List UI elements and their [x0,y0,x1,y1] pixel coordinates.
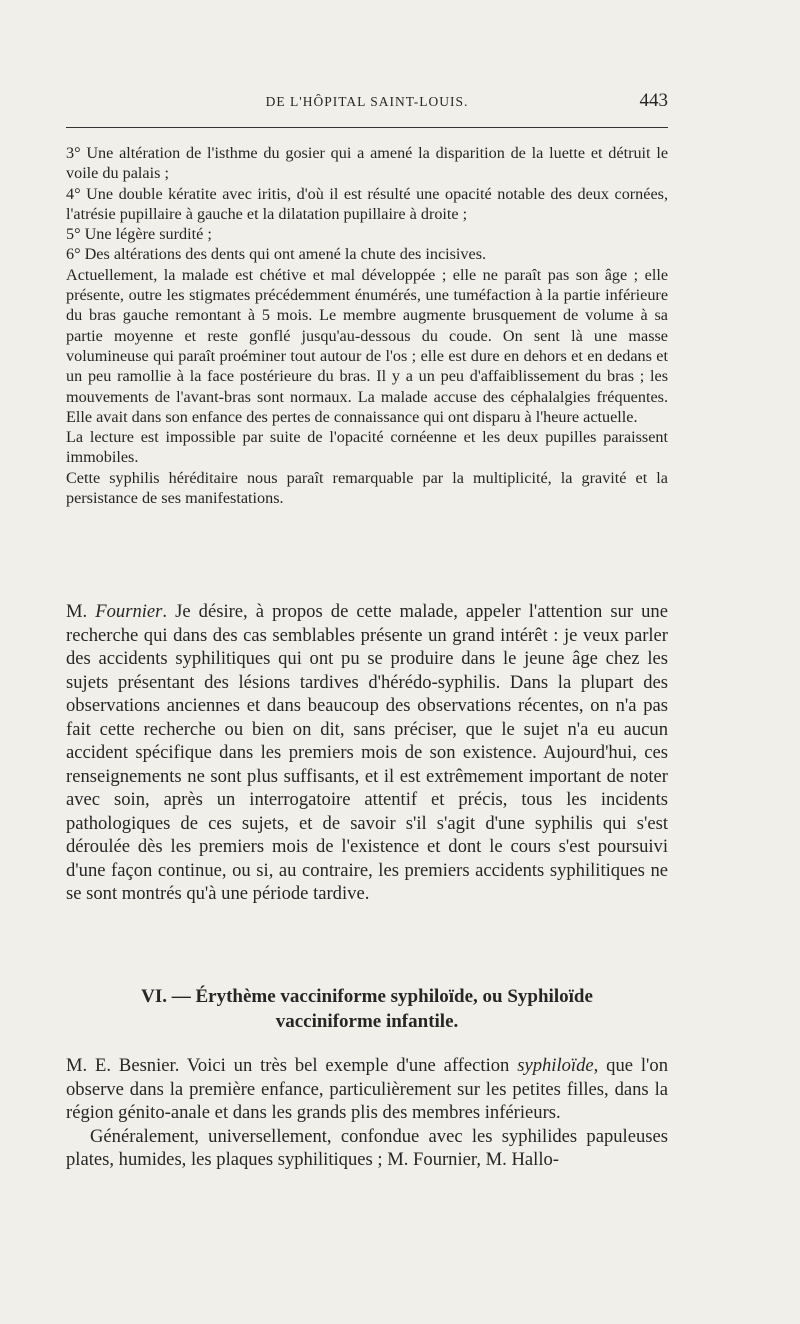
case-item-5: 5° Une légère surdité ; [66,225,212,244]
case-observation [66,143,668,508]
besnier-text-before: Voici un très bel exemple d'une affection [179,1055,518,1076]
section-heading-line1: VI. — Érythème vacciniforme syphiloïde, ou Syphiloïde [141,986,593,1007]
running-title: DE L'HÔPITAL SAINT-LOUIS. [265,94,469,109]
fournier-speaker-end: . [162,601,168,622]
fournier-remark [66,600,668,906]
fournier-speaker-name: Fournier [95,601,163,622]
page-number: 443 [639,90,668,111]
fournier-speaker-prefix: M. [66,601,96,622]
besnier-text-after: , que l'on observe dans la première enfance, particulièrement sur les petites filles, dans la région génito-anale et dans les grands plis des membres inférieurs. [66,1055,668,1123]
case-item-3: 3° Une altération de l'isthme du gosier qui a amené la disparition de la luette et détruit le voile du palais ; [66,144,668,183]
case-current-state: Actuellement, la malade est chétive et mal développée ; elle ne paraît pas son âge ; elle présente, outre les stigmates précédemment énumérés, une tuméfaction à la partie inférieure du bras gauche remontant à 5 mois. Le membre augmente brusquement de volume à sa partie moyenne et reste gonflé jusqu'au-dessous du coude. On sent là une masse volumineuse qui paraît proéminer tout autour de l'os ; elle est dure en dehors et en dedans et un peu ramollie à la face postérieure du bras. Il y a un peu d'affaiblissement du bras ; les mouvements de l'avant-bras sont normaux. La malade accuse des céphalalgies fréquentes. Elle avait dans son enfance des pertes de connaissance qui ont disparu à l'heure actuelle. [66,265,668,426]
fournier-text: Je désire, à propos de cette malade, appeler l'attention sur une recherche qui dans des cas semblables présente un grand intérêt : je veux parler des accidents syphilitiques qui ont pu se produire dans le jeune âge chez les sujets présentant des lésions tardives d'hérédo-syphilis. Dans la plupart des observations anciennes et dans beaucoup des observations récentes, on n'a pas fait cette recherche ou bien on dit, sans préciser, que le sujet n'a eu aucun accident spécifique dans les premiers mois de son existence. Aujourd'hui, ces renseignements ne sont plus suffisants, et il est extrêmement important de noter avec soin, après un interrogatoire attentif et précis, tous les incidents pathologiques de ces sujets, et de savoir s'il s'agit d'une syphilis qui s'est déroulée dès les premiers mois de l'existence et dont le cours s'est poursuivi d'une façon continue, ou si, au contraire, les premiers accidents syphilitiques ne se sont montrés qu'à une période tardive. [66,601,668,904]
header-rule [66,127,668,128]
besnier-remark [66,1054,668,1172]
section-heading-line2: vacciniforme infantile. [275,1011,459,1032]
besnier-speaker: M. E. Besnier. [66,1055,180,1076]
section-heading [66,984,668,1034]
running-header [66,90,668,118]
fournier-paragraph [66,600,668,906]
case-reading: La lecture est impossible par suite de l'opacité cornéenne et les deux pupilles paraissent immobiles. [66,428,668,467]
case-item-6: 6° Des altérations des dents qui ont amené la chute des incisives. [66,245,487,264]
case-conclusion: Cette syphilis héréditaire nous paraît remarquable par la multiplicité, la gravité et la persistance de ses manifestations. [66,468,668,508]
besnier-paragraph-2: Généralement, universellement, confondue avec les syphilides papuleuses plates, humides, les plaques syphilitiques ; M. Fournier, M. Hallo- [66,1125,668,1170]
case-item-4: 4° Une double kératite avec iritis, d'où il est résulté une opacité notable des deux cornées, l'atrésie pupillaire à gauche et la dilatation pupillaire à droite ; [66,184,668,223]
besnier-paragraph [66,1054,668,1125]
besnier-italic-term: syphiloïde [517,1055,594,1076]
